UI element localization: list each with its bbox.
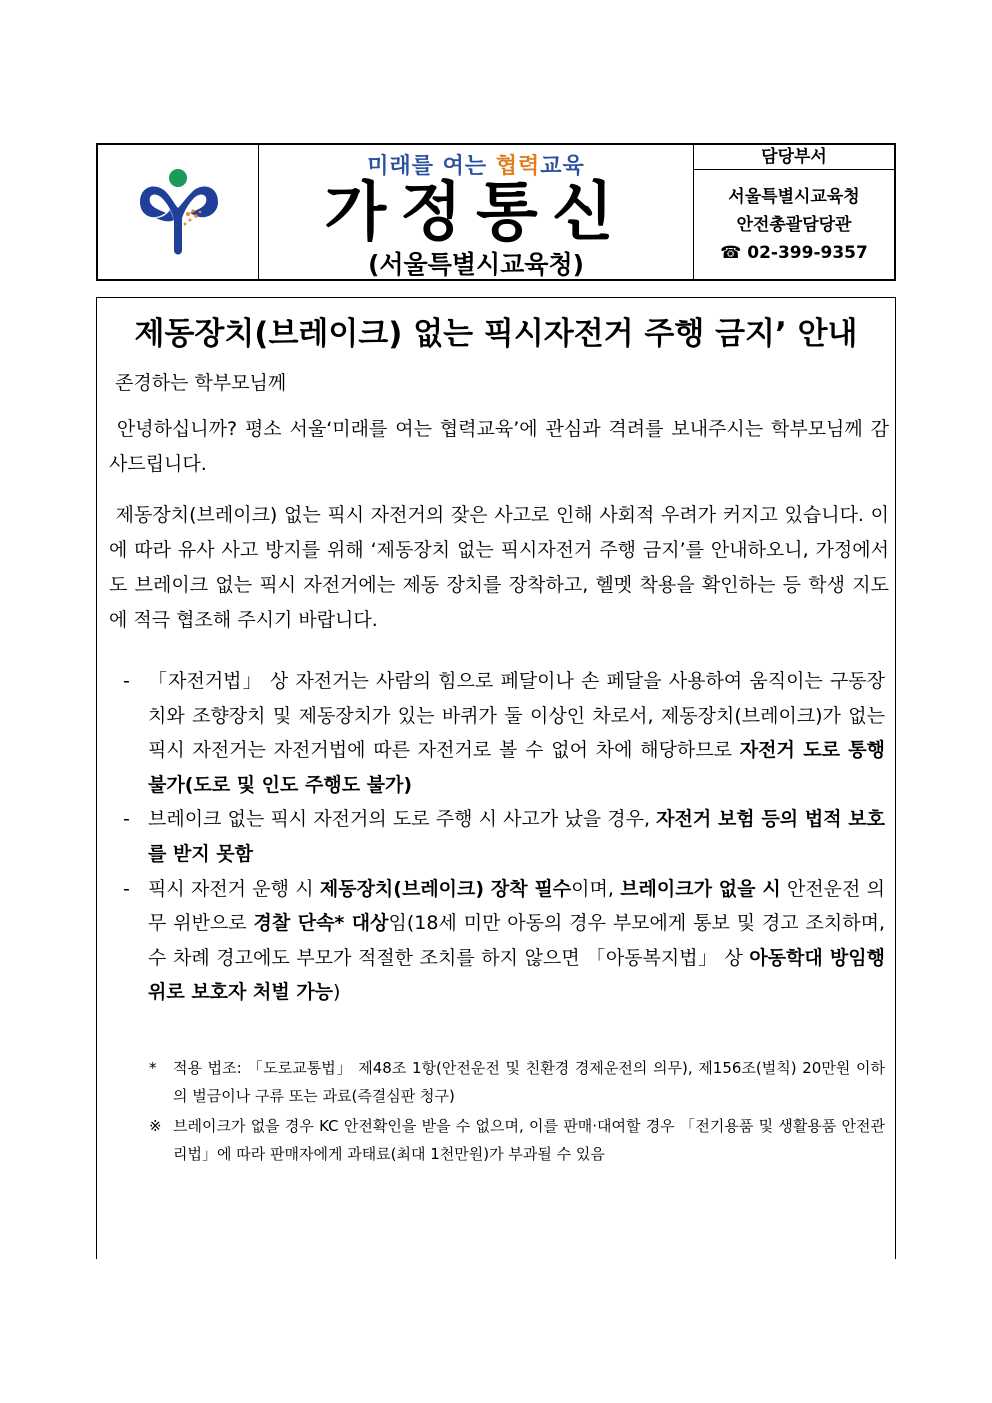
department-label: 담당부서 xyxy=(694,145,894,170)
newsletter-title: 가정통신 xyxy=(324,176,628,250)
list-item: - 픽시 자전거 운행 시 제동장치(브레이크) 장착 필수이며, 브레이크가 없을 시 안전운전 의무 위반으로 경찰 단속* 대상임(18세 미만 아동의 경우 부모에게 통보 및 경고 조치하며, 수 차례 경고에도 부모가 적절한 조치를 하지 않으면 「아동복지법」 상 아동학대 방임행위로 보호자 처벌 가능) xyxy=(123,877,885,1004)
list-item: - 브레이크 없는 픽시 자전거의 도로 주행 시 사고가 났을 경우, 자전거 보험 등의 법적 보호를 받지 못함 xyxy=(123,808,885,865)
phone-icon: ☎ xyxy=(720,242,742,263)
logo-cell xyxy=(98,145,259,279)
notice-body xyxy=(96,297,896,1259)
footnote-law: * 적용 법조: 「도로교통법」 제48조 1항(안전운전 및 친환경 경제운전의 의무), 제156조(벌칙) 20만원 이하의 벌금이나 구류 또는 과료(즉결심판 청구) xyxy=(149,1059,885,1105)
greeting: 존경하는 학부모님께 xyxy=(115,372,287,394)
paragraph-main: 제동장치(브레이크) 없는 픽시 자전거의 잦은 사고로 인해 사회적 우려가 커지고 있습니다. 이에 따라 유사 사고 방지를 위해 ‘제동장치 없는 픽시자전거 주행 금지’를 안내하오니, 가정에서도 브레이크 없는 픽시 자전거에는 제동 장치를 장착하고, 헬멧 착용을 확인하는 등 학생 지도에 적극 협조해 주시기 바랍니다. xyxy=(109,504,889,631)
seoul-education-logo-icon xyxy=(130,164,226,260)
department-office: 서울특별시교육청 xyxy=(728,186,860,207)
department-phone: ☎ 02-399-9357 xyxy=(720,242,868,263)
title-cell xyxy=(259,145,694,279)
paragraph-intro: 안녕하십니까? 평소 서울‘미래를 여는 협력교육’에 관심과 격려를 보내주시는 학부모님께 감사드립니다. xyxy=(109,418,889,475)
footnote-kc-safety: ※ 브레이크가 없을 경우 KC 안전확인을 받을 수 없으며, 이를 판매·대여할 경우 「전기용품 및 생활용품 안전관리법」에 따라 판매자에게 과태료(최대 1천만원)가 부과될 수 있음 xyxy=(149,1117,885,1163)
newsletter-header xyxy=(96,143,896,281)
department-info xyxy=(694,170,894,279)
issuer-name: (서울특별시교육청) xyxy=(367,250,585,279)
department-cell xyxy=(694,145,894,279)
notice-title: 제동장치(브레이크) 없는 픽시자전거 주행 금지’ 안내 xyxy=(134,316,858,352)
bullet-list xyxy=(123,664,885,1010)
slogan: 미래를 여는 협력교육 xyxy=(367,154,585,179)
list-item: - 「자전거법」 상 자전거는 사람의 힘으로 페달이나 손 페달을 사용하여 움직이는 구동장치와 조향장치 및 제동장치가 있는 바퀴가 둘 이상인 차로서, 제동장치(브레이크)가 없는 픽시 자전거는 자전거법에 따른 자전거로 볼 수 없어 차에 해당하므로 자전거 도로 통행 불가(도로 및 인도 주행도 불가) xyxy=(123,670,885,796)
footnotes xyxy=(149,1054,885,1170)
department-division: 안전총괄담당관 xyxy=(736,214,852,235)
